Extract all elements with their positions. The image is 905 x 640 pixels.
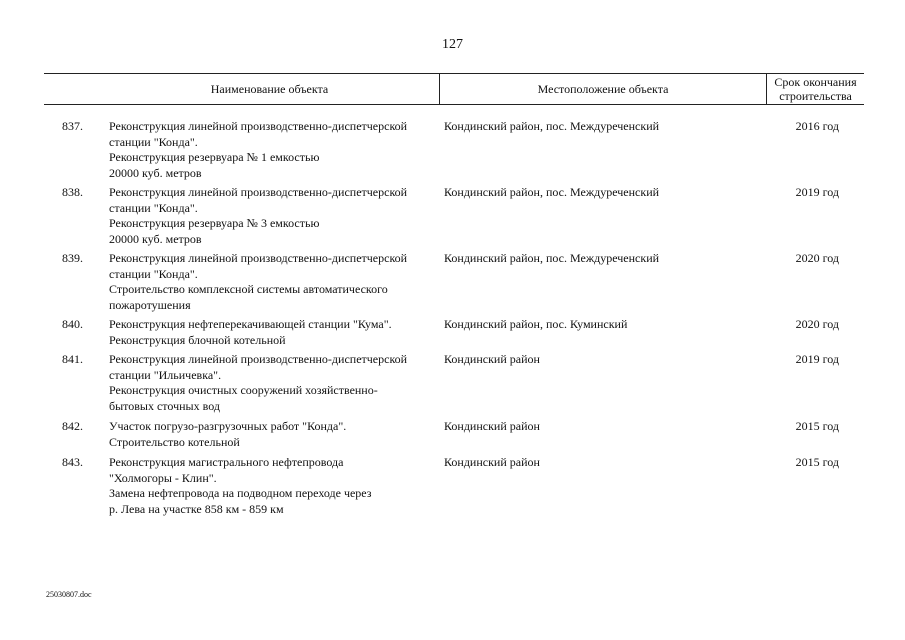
header-name-column: Наименование объекта: [210, 82, 329, 96]
header-deadline-column: Срок окончания строительства: [774, 75, 857, 103]
object-name: Реконструкция линейной производственно-диспетчерской станции "Ильичевка". Реконструкция очистных сооружений хозяйственно- бытовых сточных вод: [109, 352, 408, 413]
completion-year: 2019 год: [795, 352, 839, 366]
object-name: Реконструкция линейной производственно-диспетчерской станции "Конда". Строительство комплексной системы автоматического пожаротушения: [109, 251, 408, 312]
page-number: 127: [442, 37, 463, 52]
object-name: Реконструкция магистрального нефтепровода "Холмогоры - Клин". Замена нефтепровода на подводном переходе через р. Лева на участке 858 км - 859 км: [109, 455, 372, 516]
row-number: 840.: [62, 317, 83, 331]
object-name: Участок погрузо-разгрузочных работ "Конда". Строительство котельной: [109, 419, 347, 449]
object-name: Реконструкция линейной производственно-диспетчерской станции "Конда". Реконструкция резервуара № 1 емкостью 20000 куб. метров: [109, 119, 408, 180]
object-location: Кондинский район, пос. Междуреченский: [444, 185, 660, 199]
object-location: Кондинский район: [444, 419, 540, 433]
row-number: 842.: [62, 419, 83, 433]
row-number: 839.: [62, 251, 83, 265]
row-number: 837.: [62, 119, 83, 133]
completion-year: 2016 год: [795, 119, 839, 133]
row-number: 838.: [62, 185, 83, 199]
completion-year: 2015 год: [795, 455, 839, 469]
completion-year: 2015 год: [795, 419, 839, 433]
object-location: Кондинский район, пос. Куминский: [444, 317, 628, 331]
completion-year: 2019 год: [795, 185, 839, 199]
row-number: 841.: [62, 352, 83, 366]
object-location: Кондинский район: [444, 352, 540, 366]
object-location: Кондинский район, пос. Междуреченский: [444, 251, 660, 265]
completion-year: 2020 год: [795, 251, 839, 265]
object-location: Кондинский район: [444, 455, 540, 469]
row-number: 843.: [62, 455, 83, 469]
object-name: Реконструкция нефтеперекачивающей станции "Кума". Реконструкция блочной котельной: [109, 317, 392, 347]
completion-year: 2020 год: [795, 317, 839, 331]
object-location: Кондинский район, пос. Междуреченский: [444, 119, 660, 133]
document-file-code: 25030807.doc: [46, 590, 92, 599]
header-location-column: Местоположение объекта: [537, 82, 669, 96]
object-name: Реконструкция линейной производственно-диспетчерской станции "Конда". Реконструкция резервуара № 3 емкостью 20000 куб. метров: [109, 185, 408, 246]
